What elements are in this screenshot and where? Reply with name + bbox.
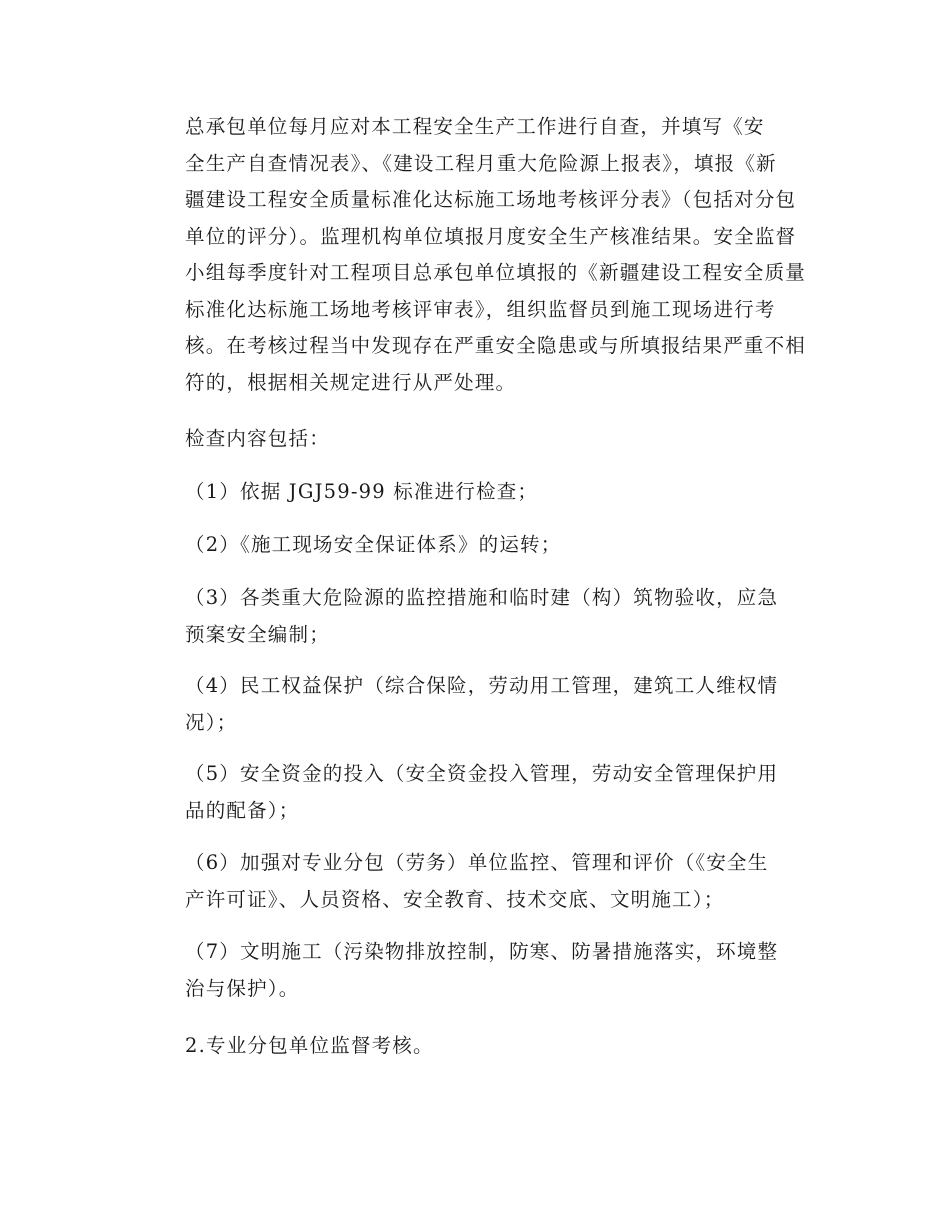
check-item-7: [141, 934, 809, 1007]
item-line: （7）文明施工（污染物排放控制，防寒、防暑措施落实，环境整: [185, 940, 779, 963]
paragraph-line: 单位的评分）。监理机构单位填报月度安全生产核准结果。安全监督: [185, 224, 797, 248]
check-item-4: [141, 668, 809, 741]
section-heading: 2.专业分包单位监督考核。: [185, 1034, 434, 1057]
intro-paragraph: [141, 109, 809, 401]
check-item-5: [141, 756, 809, 829]
item-line: （5）安全资金的投入（安全资金投入管理，劳动安全管理保护用: [185, 762, 779, 785]
item-line: 品的配备）；: [185, 798, 300, 822]
item-line: （3）各类重大危险源的监控措施和临时建（构）筑物验收，应急: [185, 586, 779, 609]
paragraph-line: 核。在考核过程当中发现存在严重安全隐患或与所填报结果严重不相: [185, 334, 807, 357]
check-item-3: [141, 580, 809, 653]
item-line: （4）民工权益保护（综合保险，劳动用工管理，建筑工人维权情: [185, 674, 779, 697]
item-line: 况）；: [185, 710, 238, 734]
check-item-2: [141, 527, 809, 564]
item-line: 产许可证》、人员资格、安全教育、技术交底、文明施工）；: [185, 887, 725, 911]
paragraph-line: 符的，根据相关规定进行从严处理。: [185, 370, 517, 394]
paragraph-line: 小组每季度针对工程项目总承包单位填报的《新疆建设工程安全质量: [185, 261, 807, 284]
check-item-6: [141, 845, 809, 918]
check-item-1: [141, 474, 809, 511]
item-line: （6）加强对专业分包（劳务）单位监控、管理和评价（《安全生: [185, 851, 769, 874]
item-line: （2）《施工现场安全保证体系》的运转；: [185, 533, 562, 556]
paragraph-line: 疆建设工程安全质量标准化达标施工场地考核评分表》（包括对分包: [185, 188, 797, 211]
check-heading: 检查内容包括：: [185, 427, 330, 450]
paragraph-line: 总承包单位每月应对本工程安全生产工作进行自查，并填写《安: [185, 115, 765, 138]
item-line: （1）依据 JGJ59-99 标准进行检查；: [185, 480, 539, 503]
paragraph-line: 全生产自查情况表》、《建设工程月重大危险源上报表》，填报《新: [185, 151, 777, 175]
item-line: 治与保护）。: [185, 976, 300, 1000]
paragraph-line: 标准化达标施工场地考核评审表》，组织监督员到施工现场进行考: [185, 297, 776, 321]
item-line: 预案安全编制；: [185, 622, 330, 646]
